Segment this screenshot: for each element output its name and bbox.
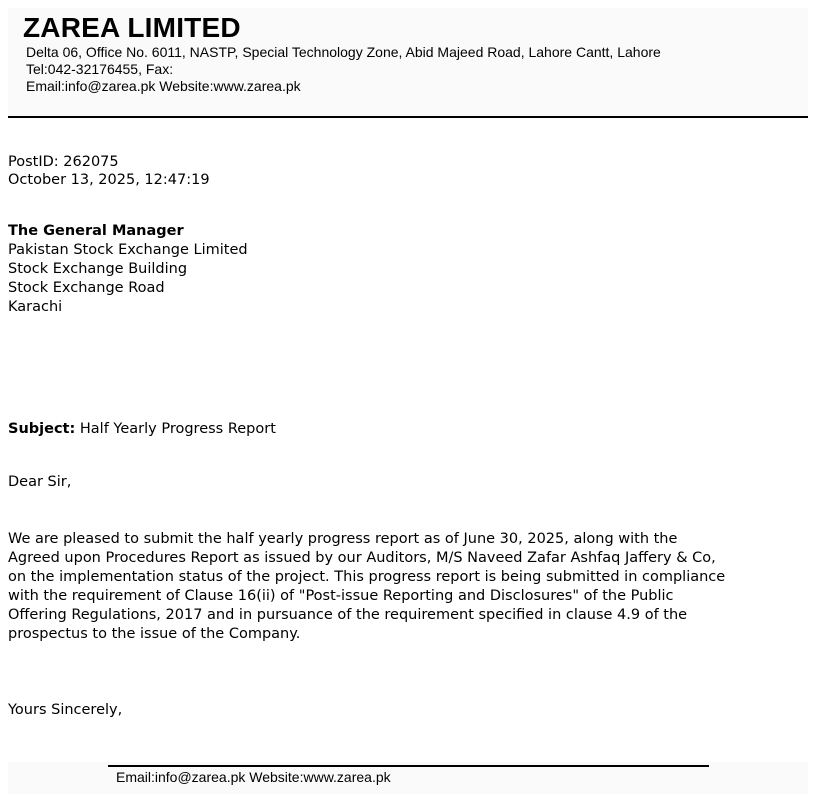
post-meta (8, 153, 210, 189)
company-name: ZAREA LIMITED (23, 12, 241, 43)
letterhead (8, 8, 808, 116)
letter-body (8, 530, 798, 644)
header-divider (8, 116, 808, 118)
company-phone-fax: Tel:042-32176455, Fax: (26, 61, 174, 77)
salutation: Dear Sir, (8, 474, 72, 490)
subject-label: Subject: (8, 421, 76, 437)
post-id: PostID: 262075 (8, 154, 119, 170)
closing: Yours Sincerely, (8, 702, 123, 718)
footer-email-website: Email:info@zarea.pk Website:www.zarea.pk (116, 769, 391, 785)
addressee-organization: Pakistan Stock Exchange Limited (8, 242, 248, 258)
body-line: with the requirement of Clause 16(ii) of "Post-issue Reporting and Disclosures" of the Public (8, 588, 674, 604)
company-address: Delta 06, Office No. 6011, NASTP, Special Technology Zone, Abid Majeed Road, Lahore Cantt, Lahore (26, 44, 661, 60)
subject-line (8, 420, 276, 439)
body-line: Agreed upon Procedures Report as issued by our Auditors, M/S Naveed Zafar Ashfaq Jaffery & Co, (8, 550, 716, 566)
addressee-road: Stock Exchange Road (8, 280, 165, 296)
addressee-title: The General Manager (8, 223, 184, 239)
body-line: prospectus to the issue of the Company. (8, 626, 301, 642)
body-line: on the implementation status of the project. This progress report is being submitted in compliance (8, 569, 726, 585)
body-line: We are pleased to submit the half yearly progress report as of June 30, 2025, along with the (8, 531, 678, 547)
body-line: Offering Regulations, 2017 and in pursuance of the requirement specified in clause 4.9 of the (8, 607, 688, 623)
subject-text: Half Yearly Progress Report (79, 421, 276, 437)
addressee-building: Stock Exchange Building (8, 261, 188, 277)
post-datetime: October 13, 2025, 12:47:19 (8, 172, 210, 188)
company-email-website: Email:info@zarea.pk Website:www.zarea.pk (26, 78, 301, 94)
addressee-city: Karachi (8, 299, 63, 315)
addressee-block (8, 222, 248, 317)
footer-divider (108, 765, 709, 767)
